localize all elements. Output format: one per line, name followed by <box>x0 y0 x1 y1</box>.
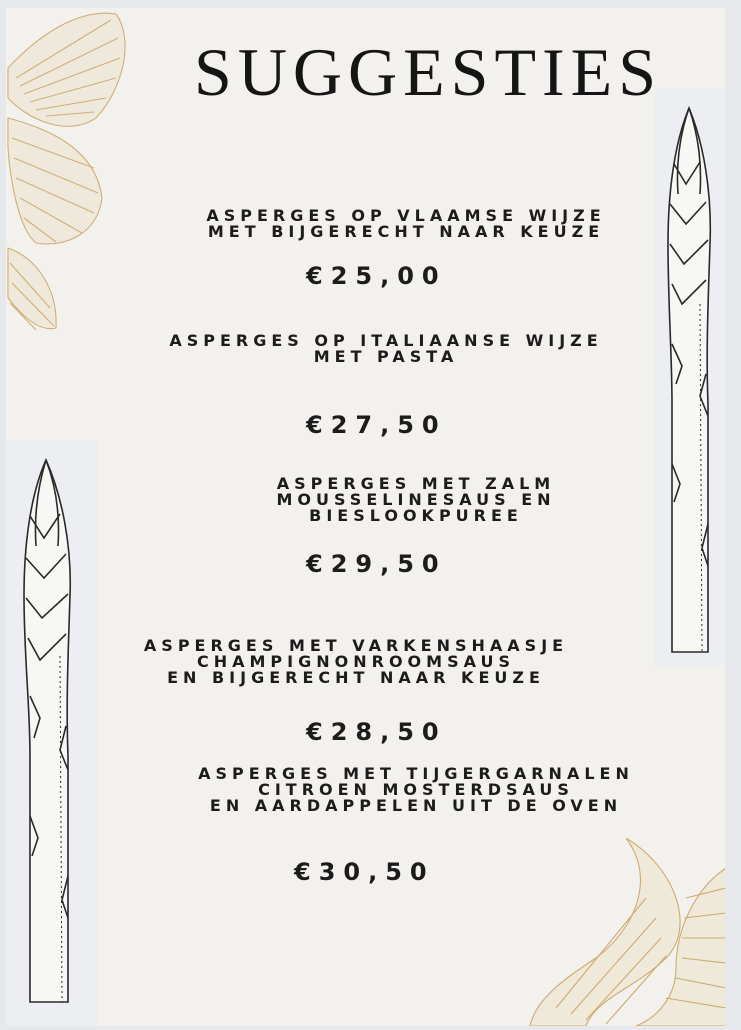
dish-line: CITROEN MOSTERDSAUS <box>258 780 574 799</box>
dish-price: €29,50 <box>306 550 447 578</box>
dish-line: BIESLOOKPUREE <box>309 506 523 525</box>
dish-name <box>206 476 626 524</box>
menu-page <box>6 8 725 1026</box>
dish-line: ASPERGES MET ZALM <box>276 474 556 493</box>
gold-flourish-icon <box>526 838 725 1026</box>
dish-line: MET BIJGERECHT NAAR KEUZE <box>207 222 605 241</box>
ginkgo-leaf-icon <box>6 8 136 338</box>
asparagus-icon <box>656 104 722 664</box>
dish-line: CHAMPIGNONROOMSAUS <box>196 652 515 671</box>
dish-price: €30,50 <box>294 858 435 886</box>
dish-line: MOUSSELINESAUS EN <box>276 490 556 509</box>
dish-line: EN BIJGERECHT NAAR KEUZE <box>167 668 545 687</box>
dish-price: €27,50 <box>306 411 447 439</box>
dish-price: €25,00 <box>306 262 447 290</box>
dish-name <box>146 208 666 240</box>
dish-name <box>106 333 666 365</box>
page-title: SUGGESTIES <box>194 34 663 110</box>
dish-price: €28,50 <box>306 718 447 746</box>
dish-line: ASPERGES OP ITALIAANSE WIJZE <box>169 331 603 350</box>
dish-line: ASPERGES MET TIJGERGARNALEN <box>198 764 634 783</box>
dish-line: EN AARDAPPELEN UIT DE OVEN <box>209 796 623 815</box>
dish-line: MET PASTA <box>313 347 459 366</box>
dish-line: ASPERGES OP VLAAMSE WIJZE <box>206 206 606 225</box>
dish-line: ASPERGES MET VARKENSHAASJE <box>143 636 569 655</box>
dish-name <box>136 766 696 814</box>
asparagus-icon <box>16 456 82 1011</box>
dish-name <box>96 638 616 686</box>
